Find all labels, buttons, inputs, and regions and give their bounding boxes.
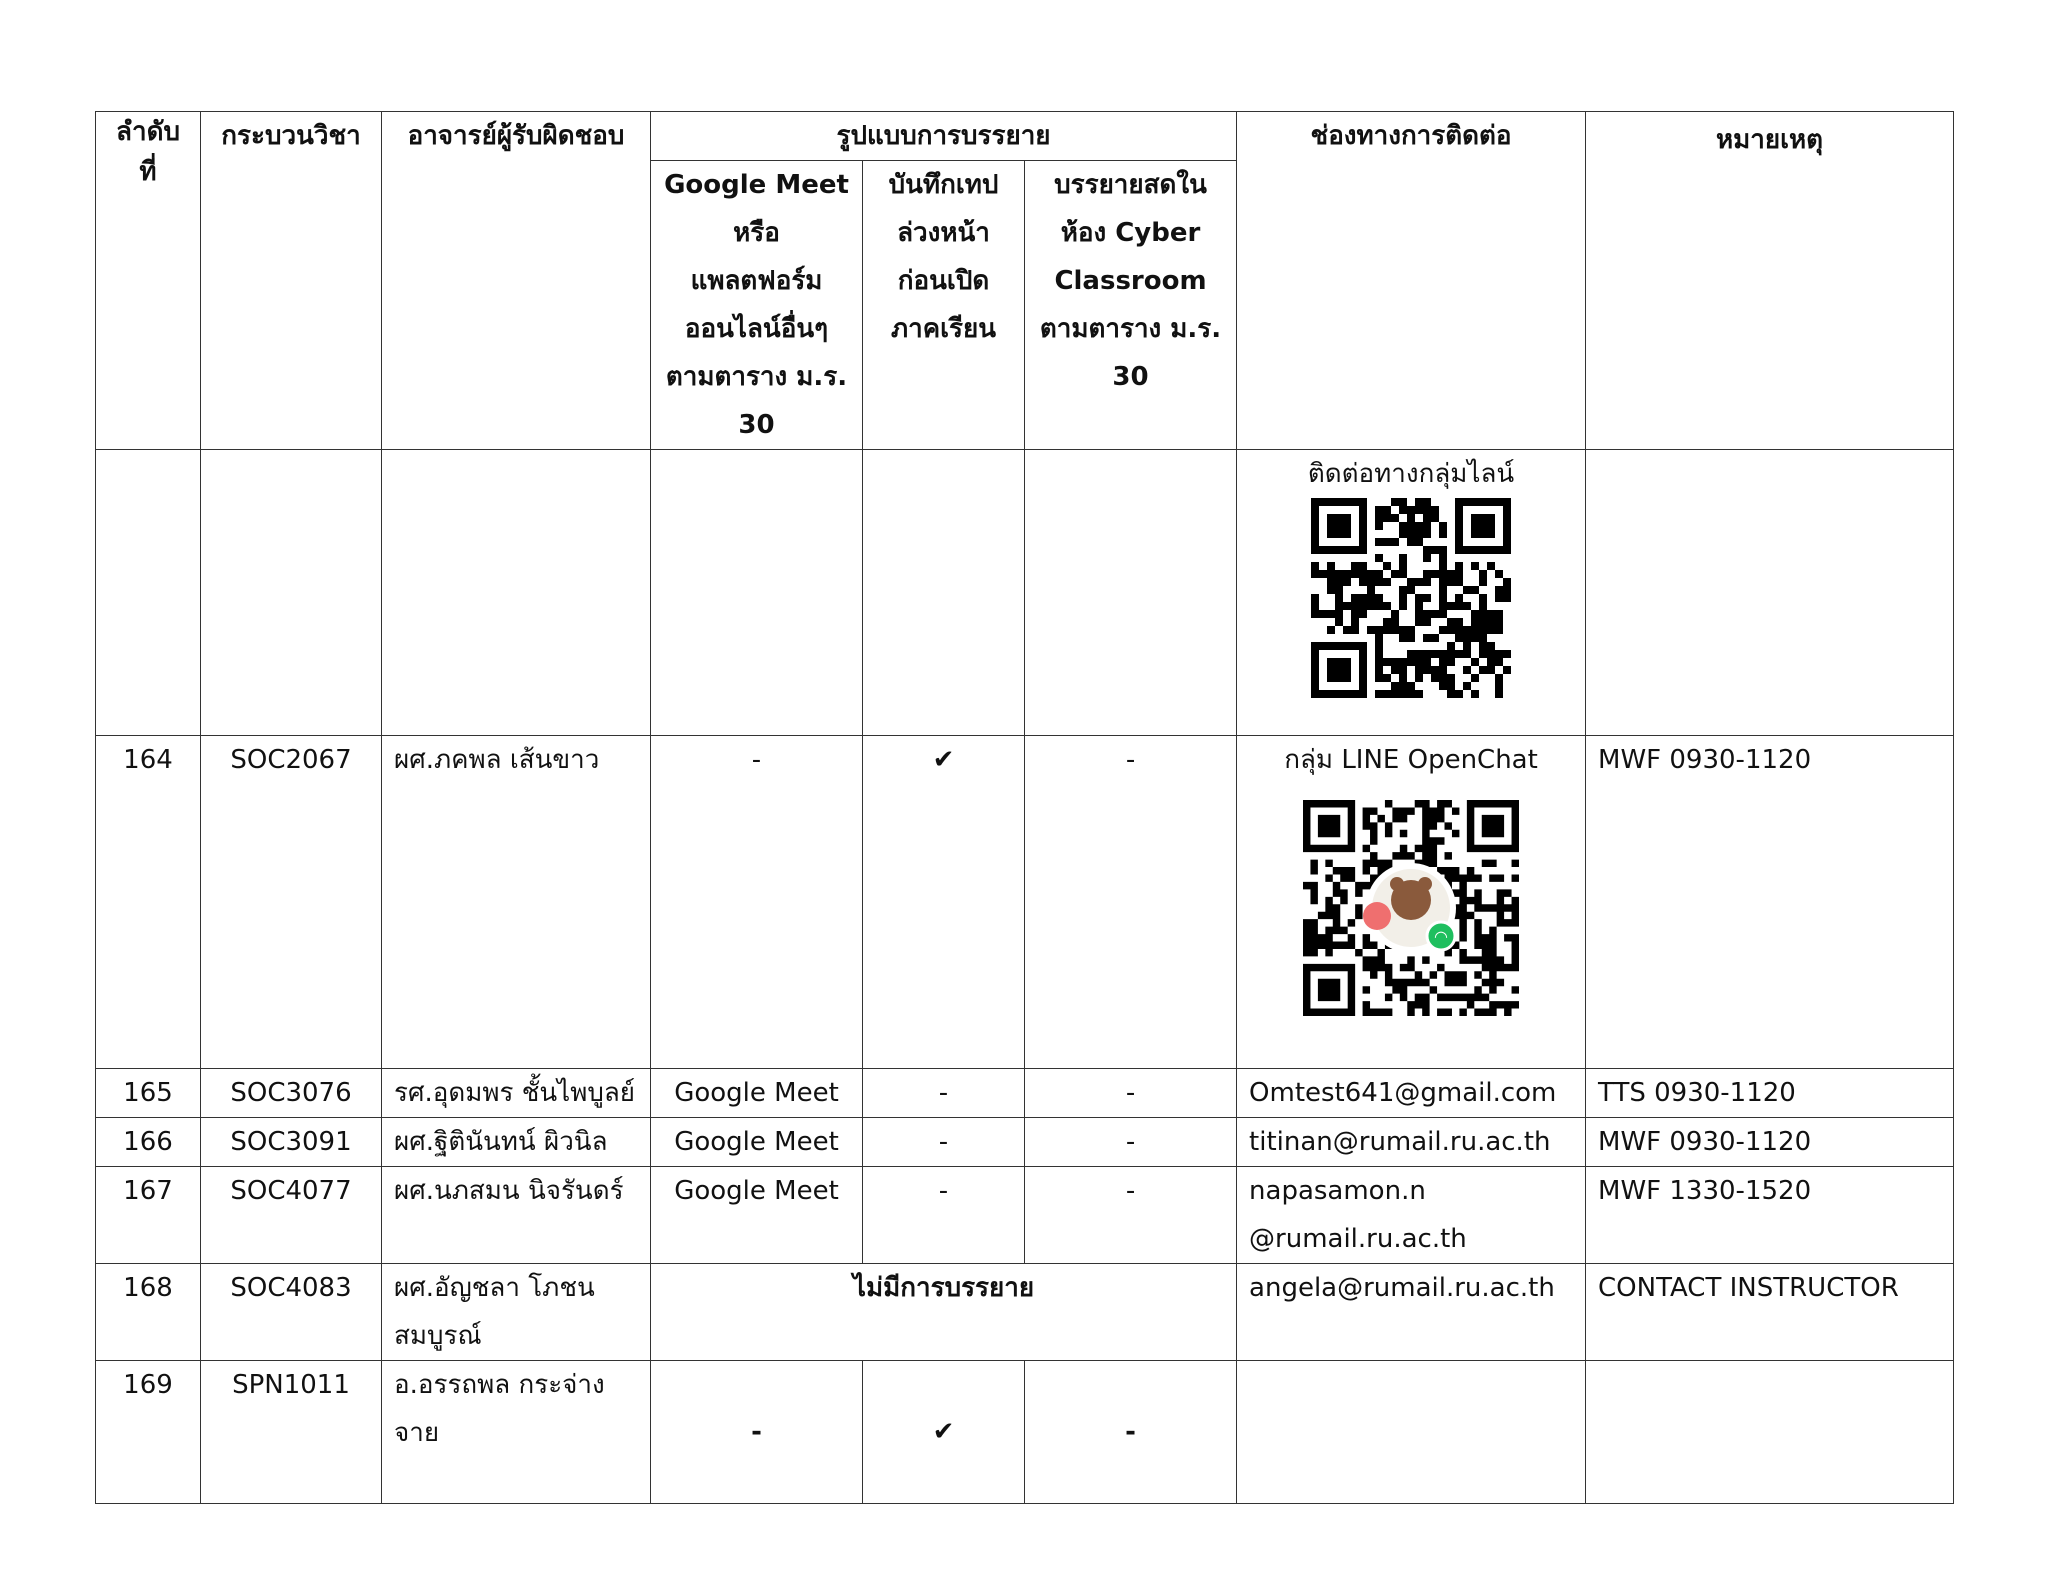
line-group-label: ติดต่อทางกลุ่มไลน์ [1307,459,1515,489]
contact-cell [1237,450,1586,736]
remark [1586,1361,1954,1504]
row-no: 169 [96,1361,201,1504]
contact-cell [1237,736,1586,1069]
header-format-recorded: บันทึกเทป ล่วงหน้า ก่อนเปิด ภาคเรียน [863,161,1025,450]
table-row [96,1167,1954,1264]
instructor-name: ผศ.นภสมน นิจรันดร์ [382,1167,651,1264]
table-row [96,450,1954,736]
row-no: 165 [96,1069,201,1118]
format-live: - [1025,1069,1237,1118]
format-recorded: - [863,1118,1025,1167]
course-code: SOC3076 [201,1069,382,1118]
instructor-name: ผศ.อัญชลา โภชนสมบูรณ์ [382,1264,651,1361]
qr-code-icon[interactable] [1311,498,1511,698]
format-live: - [1025,1118,1237,1167]
table-row [96,1069,1954,1118]
format-online: - [651,1361,863,1504]
format-recorded: - [863,1167,1025,1264]
no-lecture-note: ไม่มีการบรรยาย [651,1264,1237,1361]
remark: MWF 1330-1520 [1586,1167,1954,1264]
format-live: - [1025,1167,1237,1264]
format-live: - [1025,736,1237,1069]
instructor-name: รศ.อุดมพร ชั้นไพบูลย์ [382,1069,651,1118]
header-format-group: รูปแบบการบรรยาย [651,112,1237,161]
header-format-online: Google Meet หรือ แพลตฟอร์ม ออนไลน์อื่นๆ ตามตาราง ม.ร. 30 [651,161,863,450]
format-online: Google Meet [651,1118,863,1167]
contact-email[interactable]: Omtest641@gmail.com [1237,1069,1586,1118]
header-no: ลำดับ ที่ [96,112,201,450]
instructor-name: อ.อรรถพล กระจ่างจาย [382,1361,651,1504]
course-schedule-table [95,111,1954,1504]
contact-text: กลุ่ม LINE OpenChat [1284,745,1538,775]
header-course: กระบวนวิชา [201,112,382,450]
course-code: SOC4083 [201,1264,382,1361]
table-row [96,736,1954,1069]
course-code: SOC4077 [201,1167,382,1264]
format-recorded-check: ✔ [863,736,1025,1069]
contact-email[interactable]: angela@rumail.ru.ac.th [1237,1264,1586,1361]
remark: MWF 0930-1120 [1586,736,1954,1069]
line-openchat-qr-icon[interactable] [1303,800,1519,1016]
header-remark: หมายเหตุ [1586,112,1954,450]
row-no: 168 [96,1264,201,1361]
course-code: SOC3091 [201,1118,382,1167]
remark: TTS 0930-1120 [1586,1069,1954,1118]
header-format-live: บรรยายสดใน ห้อง Cyber Classroom ตามตาราง ม.ร. 30 [1025,161,1237,450]
header-instructor: อาจารย์ผู้รับผิดชอบ [382,112,651,450]
table-row [96,1264,1954,1361]
course-code: SPN1011 [201,1361,382,1504]
format-online: Google Meet [651,1167,863,1264]
format-recorded-check: ✔ [863,1361,1025,1504]
remark: MWF 0930-1120 [1586,1118,1954,1167]
table-row [96,1118,1954,1167]
instructor-name: ผศ.ภคพล เส้นขาว [382,736,651,1069]
format-online: Google Meet [651,1069,863,1118]
format-recorded: - [863,1069,1025,1118]
remark: CONTACT INSTRUCTOR [1586,1264,1954,1361]
format-live: - [1025,1361,1237,1504]
table-row [96,1361,1954,1504]
row-no: 164 [96,736,201,1069]
svg-text:◠: ◠ [1434,927,1449,946]
instructor-name: ผศ.ฐิตินันทน์ ผิวนิล [382,1118,651,1167]
row-no: 167 [96,1167,201,1264]
course-code: SOC2067 [201,736,382,1069]
contact-email[interactable]: napasamon.n @rumail.ru.ac.th [1237,1167,1586,1264]
contact-email[interactable]: titinan@rumail.ru.ac.th [1237,1118,1586,1167]
format-online: - [651,736,863,1069]
row-no: 166 [96,1118,201,1167]
header-contact: ช่องทางการติดต่อ [1237,112,1586,450]
contact-cell [1237,1361,1586,1504]
